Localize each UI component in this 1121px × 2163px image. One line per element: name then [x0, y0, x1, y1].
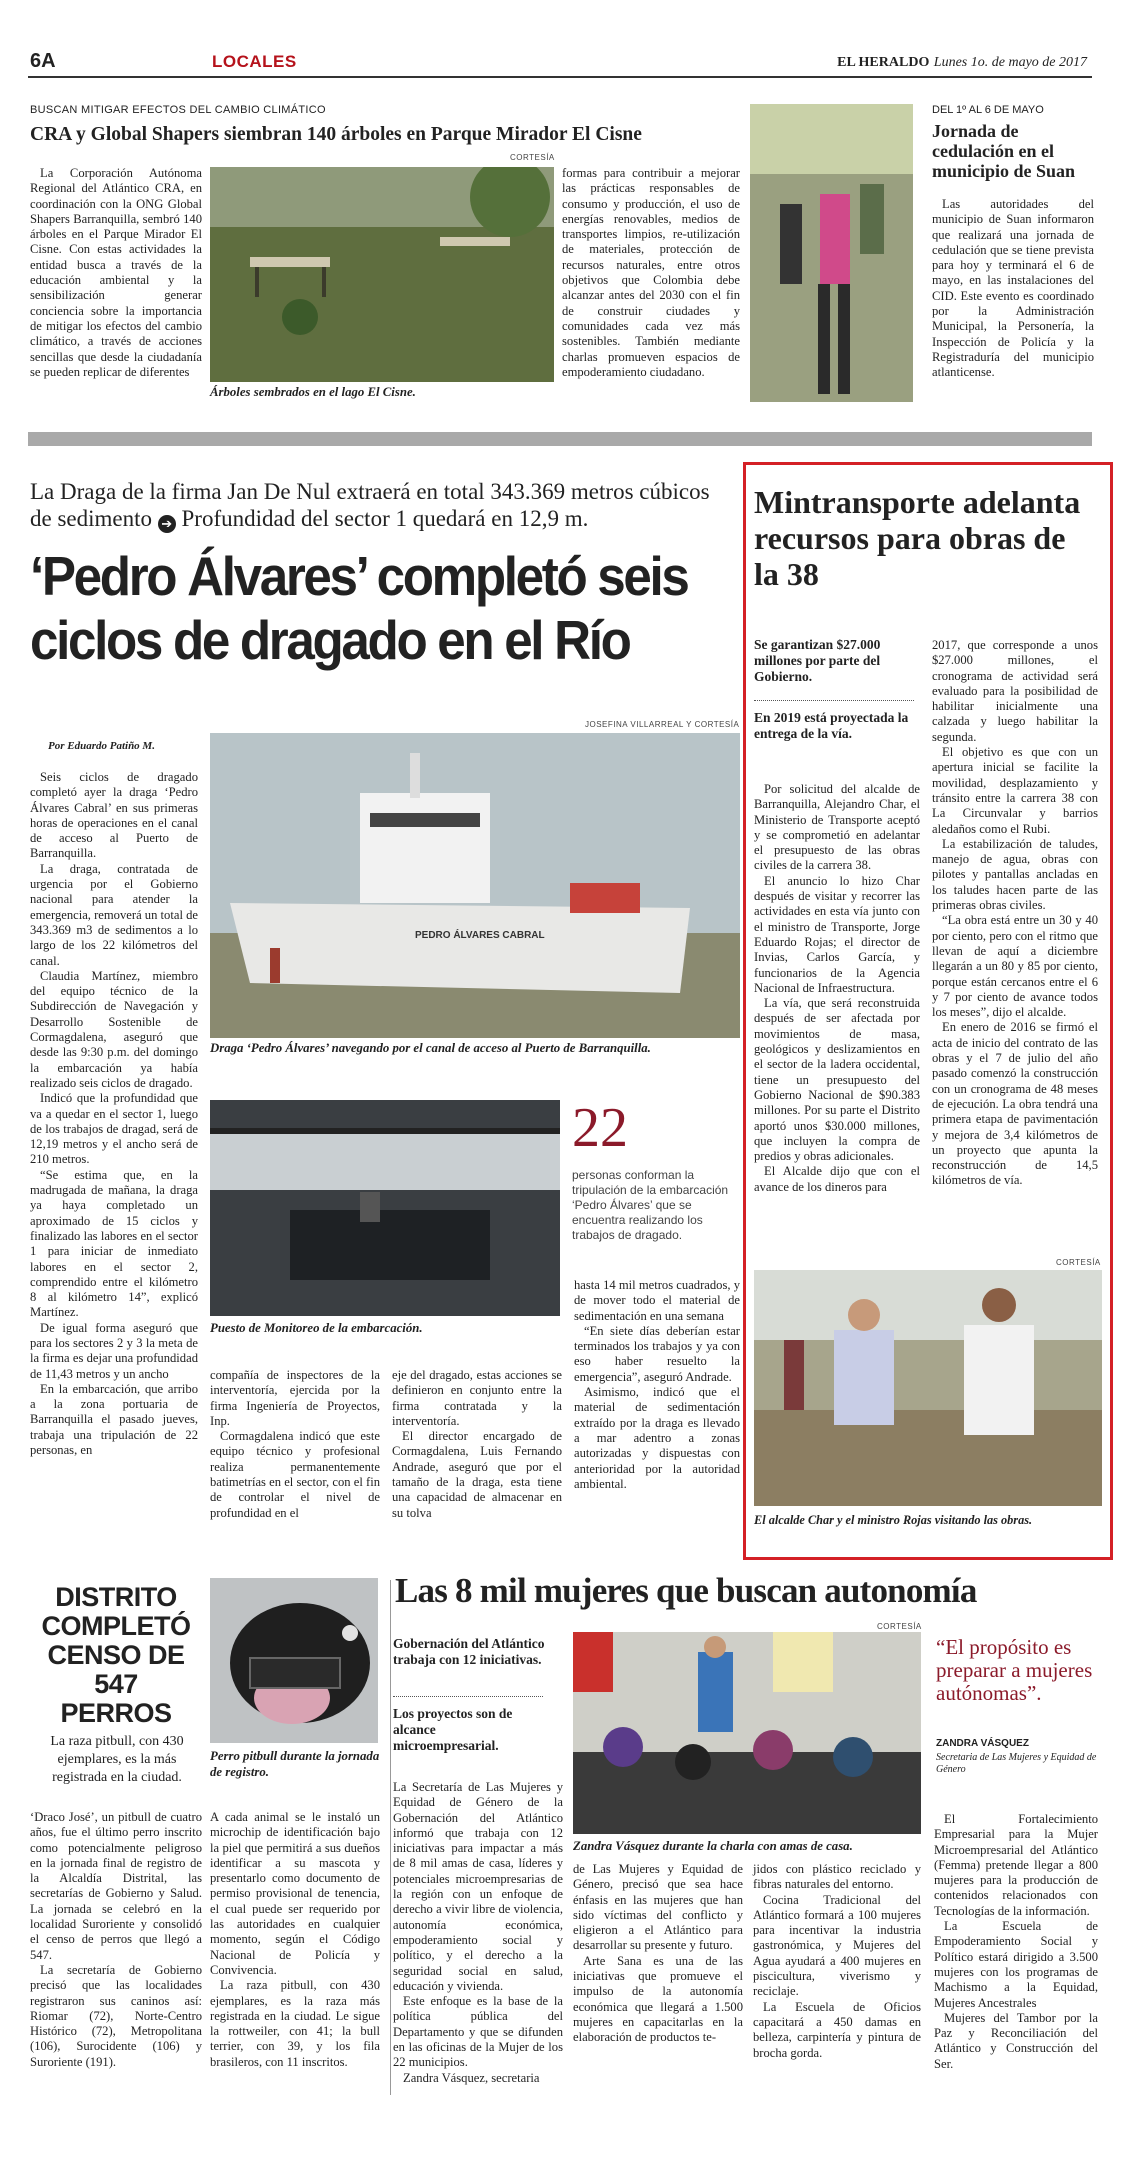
dragado-col3: eje del dragado, estas acciones se definieron en conjunto entre la firma contratada y la interventoría. El director encargado de Cormagdalena, Luis Fernando Andrade, aseguró que por el tamaño de la draga, esta tiene una capacidad de almacenar en su tolva — [392, 1368, 562, 1520]
dragado-byline: Por Eduardo Patiño M. — [48, 740, 155, 752]
cra-photo — [210, 167, 554, 382]
mujeres-col1: La Secretaría de Las Mujeres y Equidad de Género de la Gobernación del Atlántico informó que trabaja con 12 iniciativas para impactar a más de 8 mil amas de casa, líderes y potenciales microempresarias de la región con un enfoque de derecho a vivir libre de violencia, autonomía económica, empoderamiento social y político, y el derecho a la seguridad social en salud, educación y vivienda. Este enfoque es la base de la política pública del Departamento y que se difunden en las oficinas de la Mujer de los 22 municipios. Zandra Vásquez, secretaria — [393, 1780, 563, 2085]
dragado-deck-1: La Draga de la firma Jan De Nul extraerá en total 343.369 metros cúbicos de sedimento — [30, 479, 710, 531]
suan-headline: Jornada de cedulación en el municipio de Suan — [932, 121, 1076, 181]
arrow-circle-icon: ➔ — [158, 515, 176, 533]
mujeres-bullet-1: Gobernación del Atlántico trabaja con 12 iniciativas. — [393, 1636, 545, 1667]
suan-kicker: DEL 1º AL 6 DE MAYO — [932, 104, 1044, 116]
cra-col1: La Corporación Autónoma Regional del Atlántico CRA, en coordinación con la ONG Global Shapers Barranquilla, sembró 140 árboles en el Parque Mirador El Cisne. Con estas actividades la entidad busca a través de la educación ambiental y la sensibilización generar conciencia sobre la importancia de mitigar los efectos del cambio climático, a través de acciones sencillas que desde la ciudadanía se pueden replicar de diferentes — [30, 166, 202, 379]
pitbull-photo — [210, 1578, 378, 1743]
dragado-headline: ‘Pedro Álvares’ completó seis ciclos de dragado en el Río — [30, 545, 688, 671]
mujeres-col4: El Fortalecimiento Empresarial para la Mujer Microempresarial del Atlántico (Femma) pretende llegar a 800 mujeres para la producción de contenidos relacionados con Tecnologías de la información. La Escuela de Empoderamiento Social y Político estará dirigido a 3.500 mujeres con los programas de Machismo a la Equidad, Mujeres Ancestrales Mujeres del Tambor por la Paz y Reconciliación del Atlántico y Construcción del Ser. — [934, 1812, 1098, 2071]
suan-photo — [750, 104, 913, 402]
quote-role: Secretaria de Las Mujeres y Equidad de Género — [936, 1752, 1097, 1775]
mintransporte-headline: Mintransporte adelanta recursos para obras de la 38 — [754, 484, 1081, 592]
monitoring-photo — [210, 1100, 560, 1316]
factoid-text: personas conforman la tripulación de la embarcación ‘Pedro Álvares’ que se encuentra realizando los trabajos de dragado. — [572, 1168, 729, 1242]
mintransporte-bullet-1: Se garantizan $27.000 millones por parte del Gobierno. — [754, 637, 881, 684]
pitbull-image — [210, 1578, 378, 1743]
mujeres-bullet-2: Los proyectos son de alcance microempresarial. — [393, 1706, 513, 1753]
cra-headline: CRA y Global Shapers siembran 140 árboles en Parque Mirador El Cisne — [30, 124, 642, 145]
dragado-col4: hasta 14 mil metros cuadrados, y de mover todo el material de sedimentación en una semana “En siete días deberían estar terminados los trabajos y ya con eso haber resuelto la emergencia”, aseguró Andrade. Asimismo, indicó que el material de sedimentación extraído por la draga es llevado a mar adentro a zonas autorizadas y dispuestas con anterioridad por la autoridad ambiental. — [574, 1278, 740, 1491]
dragado-photo-credit: JOSEFINA VILLARREAL Y CORTESÍA — [585, 720, 740, 729]
masthead — [837, 54, 1087, 71]
mujeres-credit: CORTESÍA — [877, 1622, 922, 1631]
mujeres-col3: jidos con plástico reciclado y fibras naturales del entorno. Cocina Tradicional del Atlántico formará a 100 mujeres para incentivar la industria gastronómica, y Mujeres del Agua ayudará a 400 mujeres en piscicultura, viverismo y reciclaje. La Escuela de Oficios capacitará a 450 damas en belleza, carpintería y pintura de brocha gorda. — [753, 1862, 921, 2060]
cra-col3: formas para contribuir a mejorar las prácticas responsables de consumo y producción, el uso de energías renovables, medios de transportes limpios, re-utilización de materiales, protección de recursos naturales, entre otros objetivos que Colombia debe alcanzar antes del 2030 con el fin de construir ciudades y comunidades cada vez más sostenibles. También mediante charlas promueven espacios de empoderamiento ciudadano. — [562, 166, 740, 379]
quote-name: ZANDRA VÁSQUEZ — [936, 1738, 1029, 1749]
suan-body: Las autoridades del municipio de Suan informaron que realizará una jornada de cedulación que se tiene prevista para hoy y terminará el 6 de mayo, en las instalaciones del CID. Este evento es coordinado por la Administración Municipal, la Personería, la Inspección de Policía y la Registraduría del municipio atlanticense. — [932, 197, 1094, 380]
dragado-col1: Seis ciclos de dragado completó ayer la draga ‘Pedro Álvares Cabral’ en sus primeras horas de operaciones en el canal de acceso al Puerto de Barranquilla. La draga, contratada de urgencia por el Gobierno nacional para atender la emergencia, removerá un total de 343.369 m3 de sedimentos a lo largo de los 22 kilómetros del canal. Claudia Martínez, miembro del equipo técnico de la Subdirección de Navegación y Desarrollo Sostenible de Cormagdalena, aseguró que desde las 9:30 p.m. del domingo la embarcación ya había realizado seis ciclos de dragado. Indicó que la profundidad que va a quedar en el sector 1, luego de los trabajos de dragad, será de 12,19 metros y el ancho será de 210 metros. “Se estima que, en la madrugada de mañana, la draga ya haya completado un aproximado de 15 ciclos y finalizado las labores en el sector 1 para iniciar de inmediato labores en el sector 2, comprendido entre el kilómetro 8 al kilómetro 14”, explicó Martínez. De igual forma aseguró que para los sectores 2 y 3 la meta de la firma es dejar una profundidad de 11,43 metros y un ancho En la embarcación, que arribo a la zona portuaria de Barranquilla el pasado jueves, trabaja una tripulación de 22 personas, en — [30, 770, 198, 1458]
perros-col1: ‘Draco José’, un pitbull de cuatro años, fue el último perro inscrito como potencialmente peligroso en la jornada final de registro de la Alcaldía Distrital, las secretarías de Gobierno y Salud. La jornada se celebró en la localidad Suroriente y consolidó el censo de perros que llegó a 547. La secretaría de Gobierno precisó que las localidades registraron sus caninos así: Riomar (72), Norte-Centro Histórico (72), Metropolitana (106), Surocidente (106) y Suroriente (191). — [30, 1810, 202, 2069]
mujeres-quote: “El propósito es preparar a mujeres autónomas”. — [936, 1635, 1093, 1705]
cra-caption: Árboles sembrados en el lago El Cisne. — [210, 385, 416, 399]
mintransporte-photo — [754, 1270, 1102, 1506]
mintransporte-col2: 2017, que corresponde a unos $27.000 millones, el cronograma de actividad será evaluado para la posibilidad de habilitar inicialmente una calzada y luego habilitar la segunda. El objetivo es que con un apertura inicial se facilite la movilidad, desplazamiento y tránsito entre la carrera 38 con La Circunvalar y barrios aledaños como el Rubi. La estabilización de taludes, manejo de agua, obras con pilotes y pantallas ancladas en los taludes hacen parte de las primeras obras civiles. “La obra está entre un 30 y 40 por ciento, pero con el ritmo que llevan de aquí a diciembre llegarán a un 80 y 85 por ciento, porque están cercanos entre el 6 y 7 por ciento de avance todos los meses”, dijo el alcalde. En enero de 2016 se firmó el acta de inicio del contrato de las obras y el 7 de julio del año pasado comenzó la construcción con un cronograma de 48 meses de ejecución. La obra tendrá una primera etapa de pavimentación y mejora de 3,4 kilómetros de un proyecto que apunta la reconstrucción de 14,5 kilómetros de vía. — [932, 638, 1098, 1188]
mintransporte-caption: El alcalde Char y el ministro Rojas visitando las obras. — [754, 1513, 1033, 1527]
paper-name: EL HERALDO — [837, 55, 930, 70]
mujeres-headline: Las 8 mil mujeres que buscan autonomía — [395, 1571, 977, 1610]
pitbull-caption: Perro pitbull durante la jornada de registro. — [210, 1749, 380, 1779]
women-meeting-image — [573, 1632, 921, 1834]
dredge-ship-image — [210, 733, 740, 1038]
officials-visit-image — [754, 1270, 1102, 1506]
factoid-number: 22 — [572, 1097, 628, 1159]
mintransporte-credit: CORTESÍA — [1056, 1258, 1101, 1267]
perros-col2: A cada animal se le instaló un microchip de identificación bajo la piel que permitirá a sus dueños identificar a su mascota y presentarlo como documento de permiso provisional de tenencia, el cual puede ser requerido por las autoridades en cualquier momento, según el Código Nacional de Policía y Convivencia. La raza pitbull, con 430 ejemplares, es la raza más registrada en la ciudad. Le sigue la rottweiler, con 41; la bull terrier, con 39, y los fila brasileros, con 11 inscritos. — [210, 1810, 380, 2069]
ship-hull-name: PEDRO ÁLVARES CABRAL — [415, 930, 545, 941]
cra-kicker: BUSCAN MITIGAR EFECTOS DEL CAMBIO CLIMÁTICO — [30, 104, 326, 116]
mujeres-caption: Zandra Vásquez durante la charla con amas de casa. — [573, 1839, 853, 1853]
ship-bridge-image — [210, 1100, 560, 1316]
dragado-deck — [30, 478, 730, 533]
section-divider-band — [28, 432, 1092, 446]
page-number: 6A — [30, 50, 56, 72]
dragado-deck-2: Profundidad del sector 1 quedará en 12,9 m. — [181, 506, 589, 531]
perros-deck: La raza pitbull, con 430 ejemplares, es la más registrada en la ciudad. — [50, 1734, 184, 1785]
dredge-ship-photo — [210, 733, 740, 1038]
dragado-col2: compañía de inspectores de la interventoría, ejercida por la firma Ingeniería de Proyectos, Inp. Cormagdalena indicó que este equipo técnico y profesional realiza permanentemente batimetrías en el sector, con el fin de controlar el nivel de profundidad en el — [210, 1368, 380, 1520]
issue-date: Lunes 1o. de mayo de 2017 — [933, 55, 1087, 70]
section-label: LOCALES — [212, 52, 297, 71]
mujeres-photo — [573, 1632, 921, 1834]
monitoring-caption: Puesto de Monitoreo de la embarcación. — [210, 1321, 423, 1335]
perros-headline: DISTRITO COMPLETÓ CENSO DE 547 PERROS — [41, 1582, 191, 1728]
cra-photo-credit: CORTESÍA — [510, 153, 555, 162]
mintransporte-bullet-2: En 2019 está proyectada la entrega de la vía. — [754, 710, 909, 741]
mintransporte-col1: Por solicitud del alcalde de Barranquilla, Alejandro Char, el Ministerio de Transporte aceptó y se comprometió en adelantar el presupuesto de las obras civiles de la carrera 38. El anuncio lo hizo Char después de visitar y recorrer las actividades en esta vía junto con el ministro de Transporte, Jorge Eduardo Rojas; el director de Invias, Carlos García, y funcionarios de la Agencia Nacional de Infraestructura. La vía, que será reconstruida después de ser afectada por movimientos de masa, geológicos y deslizamientos en el sector de la ladera occidental, tiene un presupuesto del Gobierno Nacional de $90.383 millones. Por su parte el Distrito aportó unos $30.000 millones, que incluyen la compra de predios y obras adicionales. El Alcalde dijo que con el avance de los dineros para — [754, 782, 920, 1194]
park-trees-image — [210, 167, 554, 382]
people-line-image — [750, 104, 913, 402]
dredge-caption: Draga ‘Pedro Álvares’ navegando por el canal de acceso al Puerto de Barranquilla. — [210, 1041, 651, 1055]
mujeres-col2: de Las Mujeres y Equidad de Género, precisó que sea hace énfasis en las mujeres que han sido víctimas del conflicto y eligieron a el Atlántico para desarrollar su presente y futuro. Arte Sana es una de las iniciativas que promueve el impulso de la autonomía económica que llegará a 1.500 mujeres en capacitarlas en la elaboración de productos te- — [573, 1862, 743, 2045]
